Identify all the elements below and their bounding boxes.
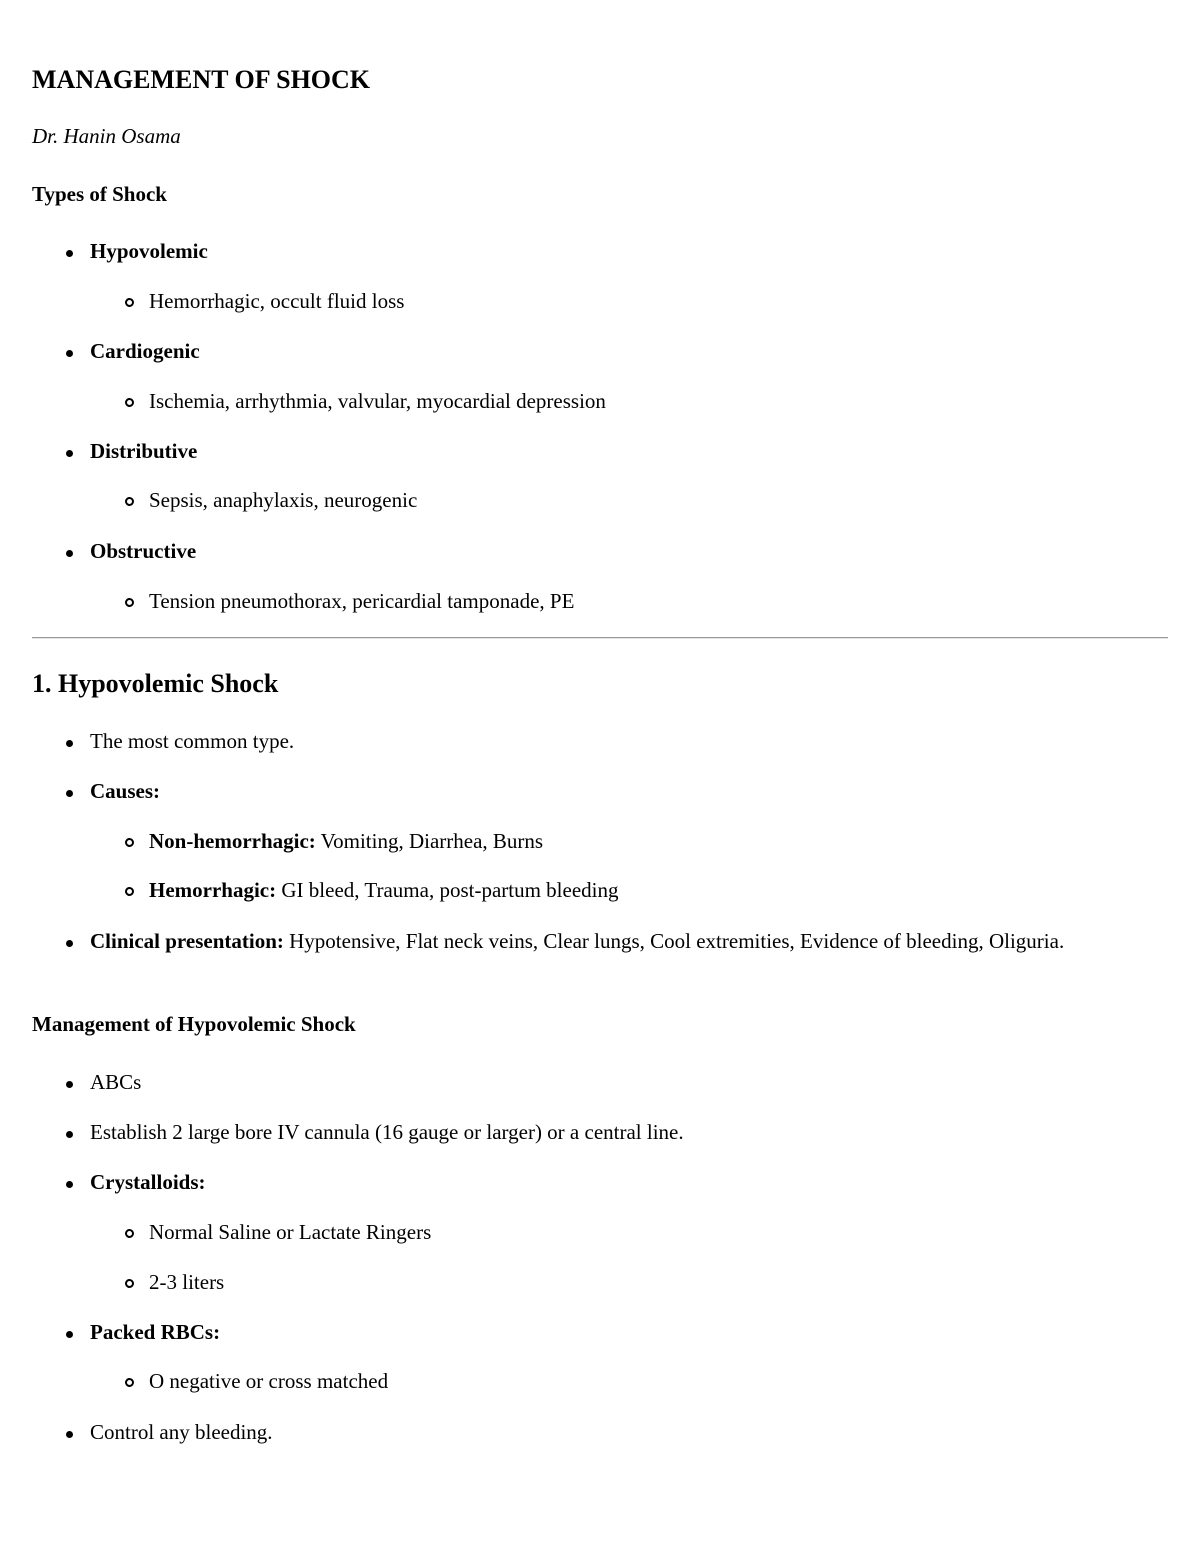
bullet-disc-icon	[66, 450, 73, 457]
bullet-disc-icon	[66, 1131, 73, 1138]
cause-non-hemorrhagic: Non-hemorrhagic: Vomiting, Diarrhea, Burns	[149, 829, 544, 853]
bullet-circle-icon	[125, 497, 134, 506]
bullet-disc-icon	[66, 250, 73, 257]
author-line: Dr. Hanin Osama	[32, 124, 181, 148]
bullet-circle-icon	[125, 1229, 134, 1238]
type-distributive: Distributive	[90, 439, 198, 463]
cause-hemorrhagic: Hemorrhagic: GI bleed, Trauma, post-partum bleeding	[149, 878, 619, 902]
horizontal-rule	[32, 637, 1168, 639]
type-cardiogenic-sub: Ischemia, arrhythmia, valvular, myocardial depression	[149, 389, 606, 413]
bullet-circle-icon	[125, 598, 134, 607]
bullet-disc-icon	[66, 1181, 73, 1188]
clinical-presentation: Clinical presentation: Hypotensive, Flat neck veins, Clear lungs, Cool extremities, Evidence of bleeding, Oliguria.	[90, 929, 1065, 953]
type-hypovolemic: Hypovolemic	[90, 239, 208, 263]
prbc-type: O negative or cross matched	[149, 1369, 389, 1393]
bullet-circle-icon	[125, 1378, 134, 1387]
bullet-disc-icon	[66, 1431, 73, 1438]
bullet-circle-icon	[125, 1279, 134, 1288]
type-cardiogenic: Cardiogenic	[90, 339, 200, 363]
crystalloids-type: Normal Saline or Lactate Ringers	[149, 1220, 432, 1244]
bullet-circle-icon	[125, 838, 134, 847]
type-hypovolemic-sub: Hemorrhagic, occult fluid loss	[149, 289, 405, 313]
types-heading: Types of Shock	[32, 182, 167, 206]
bullet-circle-icon	[125, 298, 134, 307]
bullet-disc-icon	[66, 550, 73, 557]
management-heading: Management of Hypovolemic Shock	[32, 1012, 356, 1036]
bullet-disc-icon	[66, 1081, 73, 1088]
document-title: MANAGEMENT OF SHOCK	[32, 65, 371, 94]
mgmt-abcs: ABCs	[90, 1070, 142, 1094]
type-obstructive: Obstructive	[90, 539, 197, 563]
bullet-disc-icon	[66, 940, 73, 947]
type-distributive-sub: Sepsis, anaphylaxis, neurogenic	[149, 488, 418, 512]
crystalloids-volume: 2-3 liters	[149, 1270, 225, 1294]
bullet-disc-icon	[66, 350, 73, 357]
section-heading-hypovolemic: 1. Hypovolemic Shock	[32, 669, 279, 698]
bullet-disc-icon	[66, 790, 73, 797]
mgmt-control-bleeding: Control any bleeding.	[90, 1420, 273, 1444]
mgmt-iv-access: Establish 2 large bore IV cannula (16 gauge or larger) or a central line.	[90, 1120, 684, 1144]
type-obstructive-sub: Tension pneumothorax, pericardial tamponade, PE	[149, 589, 575, 613]
common-type-text: The most common type.	[90, 729, 295, 753]
mgmt-crystalloids: Crystalloids:	[90, 1170, 206, 1194]
bullet-disc-icon	[66, 1331, 73, 1338]
bullet-circle-icon	[125, 398, 134, 407]
mgmt-packed-rbcs: Packed RBCs:	[90, 1320, 221, 1344]
causes-label: Causes:	[90, 779, 161, 803]
bullet-circle-icon	[125, 887, 134, 896]
bullet-disc-icon	[66, 740, 73, 747]
